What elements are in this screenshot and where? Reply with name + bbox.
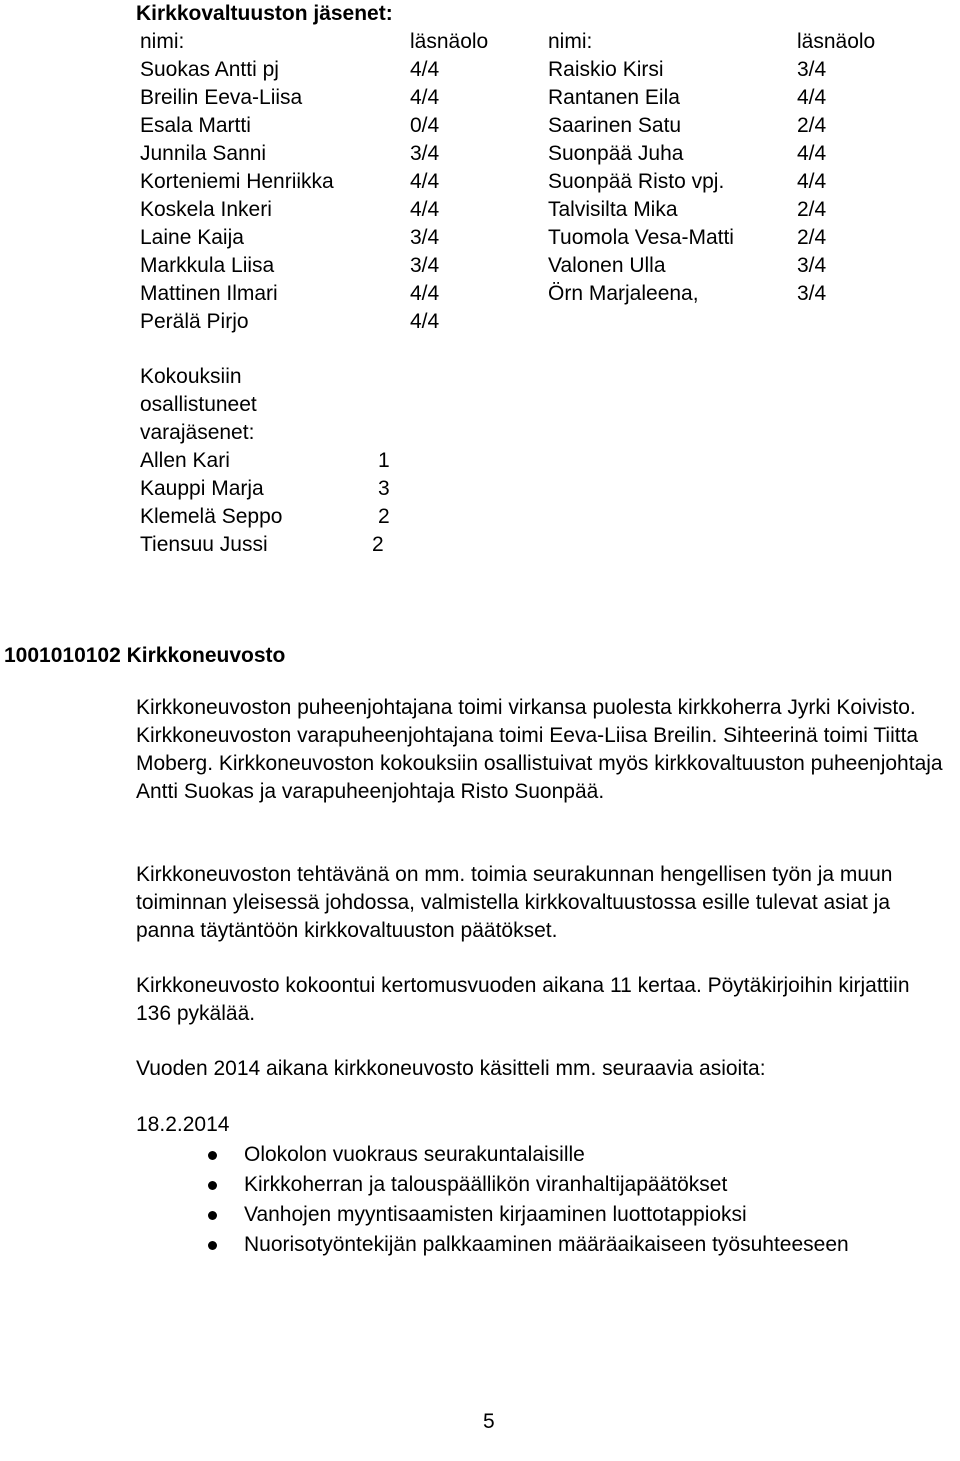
member-attendance: 3/4 bbox=[410, 254, 440, 277]
member-name: Talvisilta Mika bbox=[548, 198, 678, 221]
substitute-count: 1 bbox=[378, 449, 390, 472]
agenda-list bbox=[136, 1140, 849, 1260]
member-attendance: 4/4 bbox=[797, 170, 827, 193]
member-attendance: 3/4 bbox=[410, 142, 440, 165]
member-attendance: 4/4 bbox=[410, 282, 440, 305]
member-attendance: 4/4 bbox=[797, 86, 827, 109]
paragraph-text: Kirkkoneuvosto kokoontui kertomusvuoden aikana 11 kertaa. Pöytäkirjoihin kirjattiin 136 pykälää. bbox=[136, 974, 910, 1025]
member-attendance: 2/4 bbox=[797, 114, 827, 137]
member-name: Perälä Pirjo bbox=[140, 310, 249, 333]
member-name: Tuomola Vesa-Matti bbox=[548, 226, 734, 249]
member-attendance: 2/4 bbox=[797, 226, 827, 249]
member-name: Esala Martti bbox=[140, 114, 251, 137]
member-attendance: 4/4 bbox=[410, 58, 440, 81]
paragraph bbox=[136, 861, 946, 945]
list-item-text: Olokolon vuokraus seurakuntalaisille bbox=[244, 1143, 585, 1166]
member-attendance: 3/4 bbox=[797, 58, 827, 81]
member-name: Breilin Eeva-Liisa bbox=[140, 86, 303, 109]
member-attendance: 4/4 bbox=[797, 142, 827, 165]
list-item-text: Vanhojen myyntisaamisten kirjaaminen luottotappioksi bbox=[244, 1203, 747, 1226]
member-name: Örn Marjaleena, bbox=[548, 282, 699, 305]
bullet-icon bbox=[208, 1181, 217, 1190]
list-item bbox=[136, 1200, 849, 1230]
paragraph-text: Kirkkoneuvoston tehtävänä on mm. toimia seurakunnan hengellisen työn ja muun toiminnan yleisessä johdossa, valmistella kirkkovaltuustossa esille tulevat asiat ja panna täytäntöön kirkkovaltuuston päätökset. bbox=[136, 863, 893, 942]
list-item-text: Kirkkoherran ja talouspäällikön viranhaltijapäätökset bbox=[244, 1173, 728, 1196]
member-attendance: 4/4 bbox=[410, 170, 440, 193]
member-name: Rantanen Eila bbox=[548, 86, 680, 109]
header-attendance-left: läsnäolo bbox=[410, 30, 489, 53]
header-name-left: nimi: bbox=[140, 30, 185, 53]
paragraph bbox=[136, 972, 946, 1028]
paragraph-text: Vuoden 2014 aikana kirkkoneuvosto käsitteli mm. seuraavia asioita: bbox=[136, 1057, 766, 1080]
list-item bbox=[136, 1230, 849, 1260]
member-name: Raiskio Kirsi bbox=[548, 58, 664, 81]
member-attendance: 3/4 bbox=[797, 282, 827, 305]
list-item-text: Nuorisotyöntekijän palkkaaminen määräaikaiseen työsuhteeseen bbox=[244, 1233, 849, 1256]
member-name: Suonpää Juha bbox=[548, 142, 684, 165]
header-name-right: nimi: bbox=[548, 30, 593, 53]
member-attendance: 4/4 bbox=[410, 86, 440, 109]
list-item bbox=[136, 1170, 849, 1200]
member-attendance: 3/4 bbox=[410, 226, 440, 249]
member-attendance: 0/4 bbox=[410, 114, 440, 137]
bullet-icon bbox=[208, 1151, 217, 1160]
substitute-name: Kauppi Marja bbox=[140, 477, 264, 500]
substitute-count: 2 bbox=[372, 533, 384, 556]
list-item bbox=[136, 1140, 849, 1170]
member-name: Korteniemi Henriikka bbox=[140, 170, 334, 193]
member-name: Suonpää Risto vpj. bbox=[548, 170, 725, 193]
substitutes-heading-line: varajäsenet: bbox=[140, 421, 255, 444]
member-name: Markkula Liisa bbox=[140, 254, 275, 277]
member-name: Koskela Inkeri bbox=[140, 198, 272, 221]
substitute-count: 3 bbox=[378, 477, 390, 500]
member-attendance: 4/4 bbox=[410, 198, 440, 221]
member-name: Mattinen Ilmari bbox=[140, 282, 278, 305]
member-name: Junnila Sanni bbox=[140, 142, 267, 165]
bullet-icon bbox=[208, 1211, 217, 1220]
substitutes-heading-line: osallistuneet bbox=[140, 393, 257, 416]
header-attendance-right: läsnäolo bbox=[797, 30, 876, 53]
paragraph bbox=[136, 694, 946, 806]
substitute-name: Klemelä Seppo bbox=[140, 505, 283, 528]
member-name: Laine Kaija bbox=[140, 226, 244, 249]
member-attendance: 2/4 bbox=[797, 198, 827, 221]
member-attendance: 3/4 bbox=[797, 254, 827, 277]
member-name: Valonen Ulla bbox=[548, 254, 666, 277]
section-heading: 1001010102 Kirkkoneuvosto bbox=[4, 644, 286, 667]
paragraph-text: Kirkkoneuvoston puheenjohtajana toimi virkansa puolesta kirkkoherra Jyrki Koivisto. Kirkkoneuvoston varapuheenjohtajana toimi Eeva-Liisa Breilin. Sihteerinä toimi Tiitta Moberg. Kirkkoneuvoston kokouksiin osallistuivat myös kirkkovaltuuston puheenjohtaja Antti Suokas ja varapuheenjohtaja Risto Suonpää. bbox=[136, 696, 943, 803]
page-number: 5 bbox=[483, 1410, 495, 1433]
substitute-name: Allen Kari bbox=[140, 449, 230, 472]
member-name: Suokas Antti pj bbox=[140, 58, 279, 81]
substitute-count: 2 bbox=[378, 505, 390, 528]
member-attendance: 4/4 bbox=[410, 310, 440, 333]
council-title: Kirkkovaltuuston jäsenet: bbox=[136, 2, 393, 25]
substitute-name: Tiensuu Jussi bbox=[140, 533, 268, 556]
bullet-icon bbox=[208, 1241, 217, 1250]
meeting-date: 18.2.2014 bbox=[136, 1113, 230, 1136]
paragraph bbox=[136, 1055, 946, 1083]
member-name: Saarinen Satu bbox=[548, 114, 682, 137]
substitutes-heading-line: Kokouksiin bbox=[140, 365, 242, 388]
